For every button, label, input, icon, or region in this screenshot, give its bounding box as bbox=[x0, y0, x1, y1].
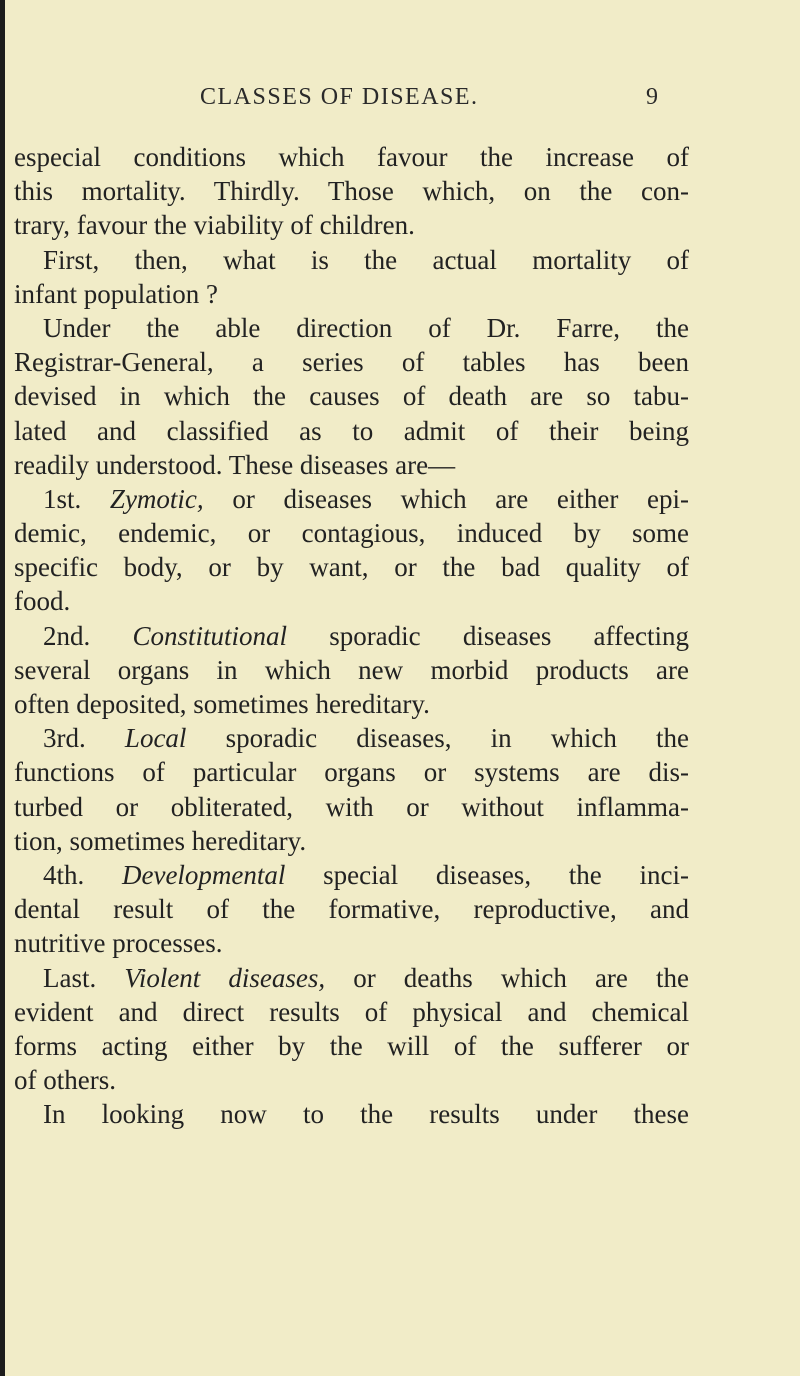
page-edge-rule bbox=[0, 0, 5, 1376]
italic-term: Constitutional bbox=[132, 620, 287, 651]
text-line bbox=[14, 619, 689, 653]
text-line bbox=[14, 1097, 689, 1131]
text-segment: readily understood. These diseases are— bbox=[14, 449, 456, 480]
text-line bbox=[14, 721, 689, 755]
text-segment: turbed or obliterated, with or without inflamma- bbox=[14, 791, 689, 822]
text-line bbox=[14, 208, 689, 242]
text-line bbox=[14, 824, 689, 858]
text-line bbox=[14, 790, 689, 824]
text-segment: evident and direct results of physical and chemical bbox=[14, 996, 689, 1027]
text-segment: Last. bbox=[43, 962, 125, 993]
text-line bbox=[14, 755, 689, 789]
text-line bbox=[14, 414, 689, 448]
text-segment: First, then, what is the actual mortality of bbox=[43, 244, 689, 275]
text-segment: nutritive processes. bbox=[14, 928, 223, 959]
text-segment: forms acting either by the will of the sufferer or bbox=[14, 1030, 689, 1061]
text-segment: this mortality. Thirdly. Those which, on the con- bbox=[14, 176, 689, 207]
text-segment: especial conditions which favour the increase of bbox=[14, 142, 689, 172]
text-segment: dental result of the formative, reproductive, and bbox=[14, 894, 689, 925]
page-header bbox=[0, 84, 800, 120]
text-line bbox=[14, 961, 689, 995]
text-line bbox=[14, 140, 689, 174]
body-text bbox=[14, 140, 689, 1131]
text-line bbox=[14, 1063, 689, 1097]
text-segment: sporadic diseases affecting bbox=[286, 620, 689, 651]
text-line bbox=[14, 926, 689, 960]
page-number: 9 bbox=[646, 84, 658, 110]
text-line bbox=[14, 892, 689, 926]
text-segment: or deaths which are the bbox=[325, 962, 689, 993]
text-line bbox=[14, 277, 689, 311]
text-segment: lated and classified as to admit of their being bbox=[14, 415, 689, 446]
text-segment: Registrar-General, a series of tables has been bbox=[14, 347, 689, 378]
text-line bbox=[14, 379, 689, 413]
text-segment: 1st. bbox=[43, 483, 110, 514]
text-segment: functions of particular organs or systems are dis- bbox=[14, 757, 689, 788]
text-line bbox=[14, 858, 689, 892]
text-segment: tion, sometimes hereditary. bbox=[14, 825, 307, 856]
text-line bbox=[14, 174, 689, 208]
text-segment: several organs in which new morbid products are bbox=[14, 654, 689, 685]
text-segment: special diseases, the inci- bbox=[285, 859, 689, 890]
text-segment: 4th. bbox=[43, 859, 122, 890]
text-segment: or diseases which are either epi- bbox=[203, 483, 689, 514]
text-line bbox=[14, 584, 689, 618]
text-segment: sporadic diseases, in which the bbox=[186, 723, 689, 754]
text-line bbox=[14, 482, 689, 516]
running-title: CLASSES OF DISEASE. bbox=[200, 84, 479, 110]
text-line bbox=[14, 995, 689, 1029]
text-segment: often deposited, sometimes hereditary. bbox=[14, 689, 430, 719]
italic-term: Developmental bbox=[121, 859, 286, 890]
text-line bbox=[14, 311, 689, 345]
text-segment: 2nd. bbox=[43, 620, 133, 651]
text-segment: specific body, or by want, or the bad quality of bbox=[14, 552, 689, 583]
italic-term: Violent diseases, bbox=[124, 962, 326, 993]
text-line bbox=[14, 243, 689, 277]
text-segment: 3rd. bbox=[43, 723, 125, 754]
text-line bbox=[14, 550, 689, 584]
text-segment: demic, endemic, or contagious, induced by some bbox=[14, 518, 689, 549]
italic-term: Zymotic, bbox=[109, 483, 204, 514]
text-segment: devised in which the causes of death are so tabu- bbox=[14, 381, 689, 412]
text-segment: Under the able direction of Dr. Farre, the bbox=[43, 312, 689, 343]
text-segment: trary, favour the viability of children. bbox=[14, 210, 415, 241]
text-line bbox=[14, 345, 689, 379]
text-segment: infant population ? bbox=[14, 278, 218, 309]
text-line bbox=[14, 1029, 689, 1063]
text-line bbox=[14, 448, 689, 482]
text-segment: food. bbox=[14, 586, 71, 617]
text-segment: In looking now to the results under these bbox=[43, 1099, 689, 1130]
text-line bbox=[14, 516, 689, 550]
text-line bbox=[14, 653, 689, 687]
text-segment: of others. bbox=[14, 1065, 116, 1096]
italic-term: Local bbox=[124, 723, 187, 754]
text-line bbox=[14, 687, 689, 721]
